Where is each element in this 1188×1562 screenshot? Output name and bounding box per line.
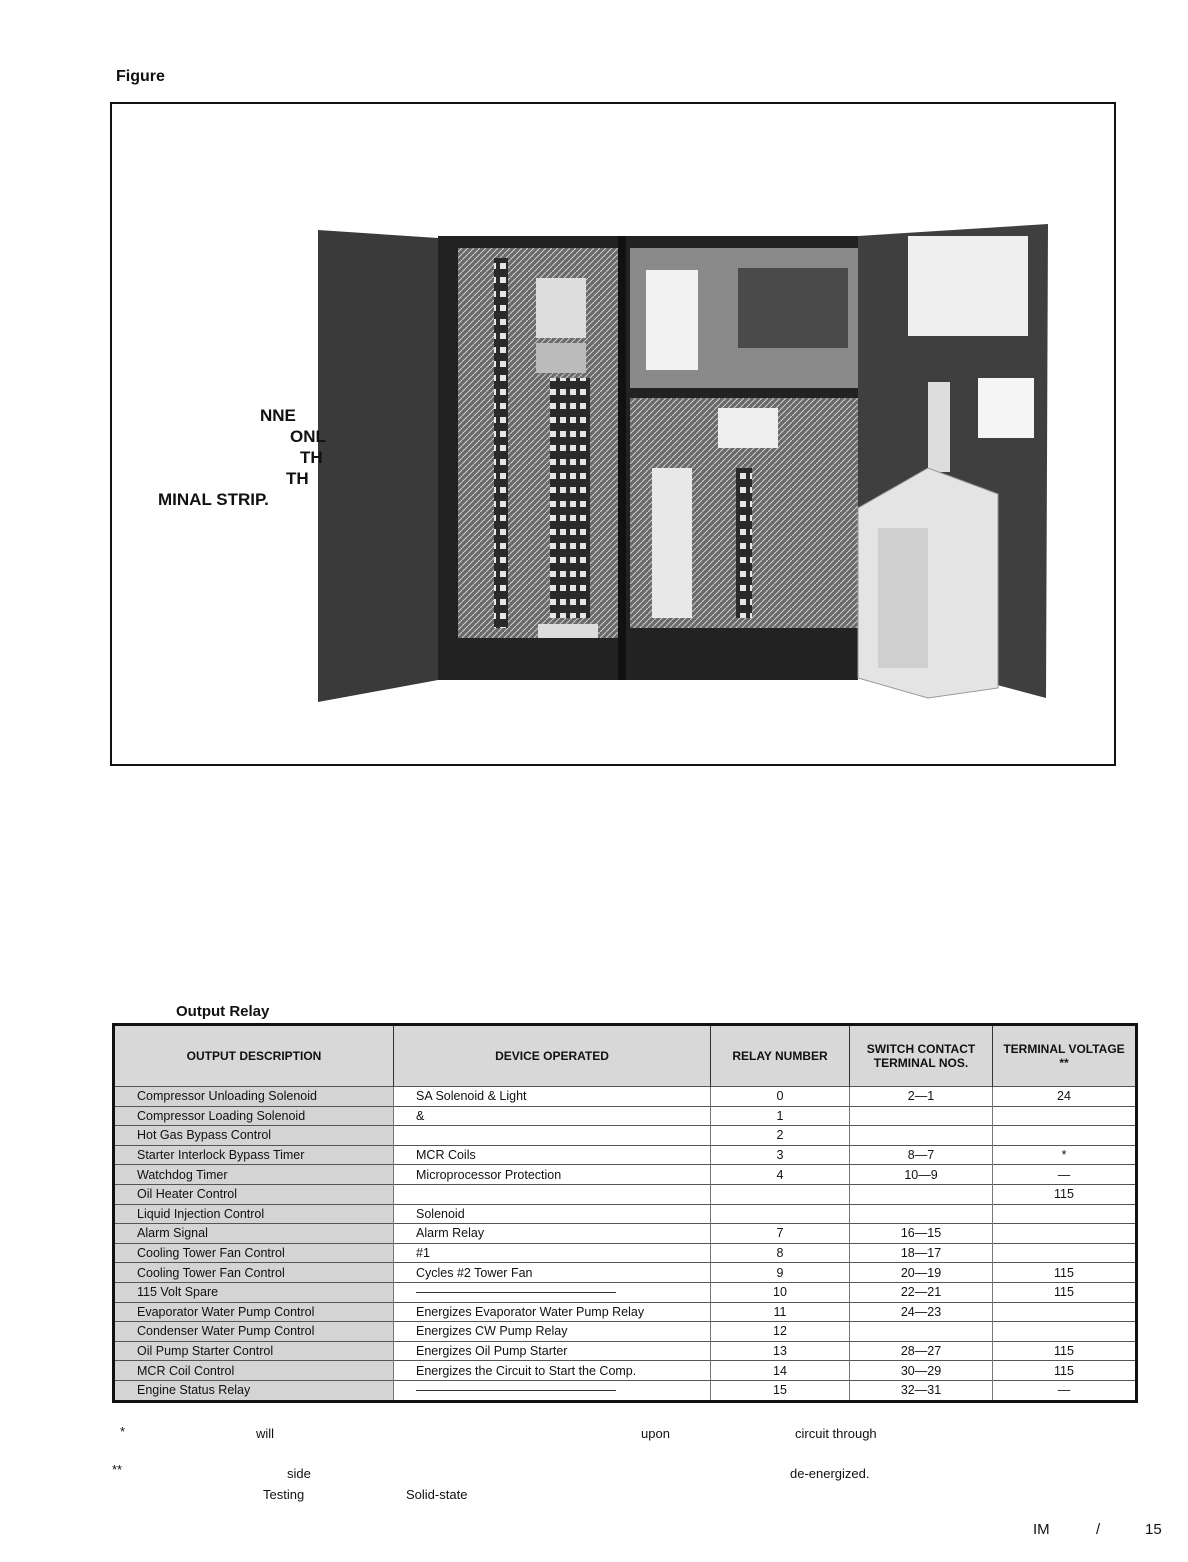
cell-switch-contact [850, 1322, 993, 1342]
cell-switch-contact: 10—9 [850, 1165, 993, 1185]
cell-output-description: Watchdog Timer [114, 1165, 394, 1185]
note-2-text: Testing [263, 1487, 305, 1502]
cell-relay-number: 11 [711, 1302, 850, 1322]
callout-line: MINAL STRIP. [158, 490, 269, 509]
cell-relay-number: 12 [711, 1322, 850, 1342]
cell-output-description: Cooling Tower Fan Control [114, 1243, 394, 1263]
header-terminal-voltage-mark: ** [1059, 1056, 1069, 1070]
note-1-mark: * [120, 1424, 126, 1439]
header-relay-number: RELAY NUMBER [711, 1025, 850, 1087]
cell-terminal-voltage: 115 [993, 1263, 1137, 1283]
cell-relay-number: 9 [711, 1263, 850, 1283]
door-switch [928, 382, 950, 472]
table-row [114, 1204, 1137, 1224]
cell-terminal-voltage: — [993, 1380, 1137, 1401]
cell-switch-contact: 30—29 [850, 1361, 993, 1381]
cell-relay-number: 7 [711, 1224, 850, 1244]
table-row [114, 1145, 1137, 1165]
cell-switch-contact: 32—31 [850, 1380, 993, 1401]
cell-output-description: MCR Coil Control [114, 1361, 394, 1381]
header-switch-contact: SWITCH CONTACT TERMINAL NOS. [850, 1025, 993, 1087]
microprocessor-board [738, 268, 848, 348]
cell-relay-number: 15 [711, 1380, 850, 1401]
table-row [114, 1106, 1137, 1126]
cell-output-description: Hot Gas Bypass Control [114, 1126, 394, 1146]
cell-switch-contact: 22—21 [850, 1282, 993, 1302]
table-row [114, 1243, 1137, 1263]
cell-switch-contact: 8—7 [850, 1145, 993, 1165]
cell-relay-number: 0 [711, 1087, 850, 1107]
table-body [114, 1087, 1137, 1402]
cell-output-description: Oil Heater Control [114, 1184, 394, 1204]
cell-relay-number: 2 [711, 1126, 850, 1146]
cell-device-operated: Microprocessor Protection [394, 1165, 711, 1185]
callout-line: ONL [290, 427, 326, 446]
cell-terminal-voltage [993, 1204, 1137, 1224]
cell-terminal-voltage: — [993, 1165, 1137, 1185]
header-terminal-voltage-label: TERMINAL VOLTAGE [1003, 1042, 1125, 1056]
cell-output-description: Compressor Loading Solenoid [114, 1106, 394, 1126]
cell-switch-contact: 20—19 [850, 1263, 993, 1283]
cell-terminal-voltage [993, 1126, 1137, 1146]
table-row [114, 1302, 1137, 1322]
terminal-strip-right [736, 468, 752, 618]
cell-relay-number: 1 [711, 1106, 850, 1126]
cell-relay-number: 14 [711, 1361, 850, 1381]
control-panel-photo [318, 218, 1058, 708]
relay-block [536, 343, 586, 373]
cell-relay-number: 8 [711, 1243, 850, 1263]
cell-device-operated [394, 1126, 711, 1146]
cell-switch-contact [850, 1184, 993, 1204]
footer-slash: / [1096, 1521, 1101, 1538]
footer-doc-id: IM [1033, 1521, 1050, 1538]
cell-device-operated: Solenoid [394, 1204, 711, 1224]
note-2-text: side [287, 1466, 311, 1481]
cell-output-description: Liquid Injection Control [114, 1204, 394, 1224]
cell-terminal-voltage [993, 1224, 1137, 1244]
cell-relay-number [711, 1204, 850, 1224]
note-1-text: will [256, 1426, 275, 1441]
cell-terminal-voltage [993, 1243, 1137, 1263]
power-supply [646, 270, 698, 370]
left-door [318, 230, 438, 702]
cell-device-operated: Energizes Oil Pump Starter [394, 1341, 711, 1361]
cell-switch-contact [850, 1126, 993, 1146]
note-1-text: upon [641, 1426, 670, 1441]
figure-label: Figure [116, 68, 165, 85]
cell-device-operated: Cycles #2 Tower Fan [394, 1263, 711, 1283]
cell-output-description: Condenser Water Pump Control [114, 1322, 394, 1342]
cell-output-description: Compressor Unloading Solenoid [114, 1087, 394, 1107]
door-label-sheet [908, 236, 1028, 336]
cell-output-description: Cooling Tower Fan Control [114, 1263, 394, 1283]
table-title: Output Relay [176, 1003, 270, 1020]
note-2-mark: ** [112, 1462, 123, 1477]
table-row [114, 1341, 1137, 1361]
cell-device-operated: MCR Coils [394, 1145, 711, 1165]
terminal-label [538, 624, 598, 638]
cell-output-description: Engine Status Relay [114, 1380, 394, 1401]
cell-switch-contact: 2—1 [850, 1087, 993, 1107]
cell-device-operated: SA Solenoid & Light [394, 1087, 711, 1107]
cell-switch-contact: 28—27 [850, 1341, 993, 1361]
note-2-text: Solid-state [406, 1487, 468, 1502]
cell-device-operated: Energizes the Circuit to Start the Comp. [394, 1361, 711, 1381]
cell-relay-number: 10 [711, 1282, 850, 1302]
table-row [114, 1184, 1137, 1204]
header-output-description: OUTPUT DESCRIPTION [114, 1025, 394, 1087]
callout-line: TH [286, 469, 309, 488]
cell-terminal-voltage [993, 1302, 1137, 1322]
table-row [114, 1165, 1137, 1185]
cell-terminal-voltage [993, 1322, 1137, 1342]
cell-relay-number: 4 [711, 1165, 850, 1185]
divider [618, 236, 626, 680]
header-terminal-voltage [993, 1025, 1137, 1087]
terminal-strip-left [494, 258, 508, 628]
cell-device-operated [394, 1184, 711, 1204]
cell-terminal-voltage: 115 [993, 1282, 1137, 1302]
table-row [114, 1263, 1137, 1283]
page-number: 15 [1145, 1521, 1162, 1538]
table-row [114, 1282, 1137, 1302]
cell-terminal-voltage: 115 [993, 1184, 1137, 1204]
cell-output-description: Oil Pump Starter Control [114, 1341, 394, 1361]
cell-switch-contact: 18—17 [850, 1243, 993, 1263]
relay-pair [718, 408, 778, 448]
cell-switch-contact [850, 1106, 993, 1126]
transformer-cover [878, 528, 928, 668]
cell-switch-contact: 24—23 [850, 1302, 993, 1322]
table-row [114, 1087, 1137, 1107]
cell-relay-number: 3 [711, 1145, 850, 1165]
cell-device-operated: ———————————————— [394, 1282, 711, 1302]
header-device-operated: DEVICE OPERATED [394, 1025, 711, 1087]
cell-device-operated: Energizes Evaporator Water Pump Relay [394, 1302, 711, 1322]
table-header-row [114, 1025, 1137, 1087]
cell-device-operated: & [394, 1106, 711, 1126]
cell-output-description: Alarm Signal [114, 1224, 394, 1244]
relay-bank [550, 378, 590, 618]
output-relay-table [112, 1023, 1138, 1403]
cell-output-description: 115 Volt Spare [114, 1282, 394, 1302]
relay-block [536, 278, 586, 338]
cell-terminal-voltage: 24 [993, 1087, 1137, 1107]
relay-stack [652, 468, 692, 618]
warning-label [978, 378, 1034, 438]
cell-device-operated: Alarm Relay [394, 1224, 711, 1244]
table-row [114, 1126, 1137, 1146]
table-row [114, 1224, 1137, 1244]
cell-terminal-voltage: 115 [993, 1361, 1137, 1381]
table-row [114, 1322, 1137, 1342]
table-row [114, 1380, 1137, 1401]
note-1-text: circuit through [795, 1426, 877, 1441]
cell-switch-contact: 16—15 [850, 1224, 993, 1244]
table-row [114, 1361, 1137, 1381]
cell-output-description: Starter Interlock Bypass Timer [114, 1145, 394, 1165]
cell-terminal-voltage: * [993, 1145, 1137, 1165]
cell-relay-number [711, 1184, 850, 1204]
cell-terminal-voltage: 115 [993, 1341, 1137, 1361]
cell-device-operated: #1 [394, 1243, 711, 1263]
callout-line: TH [300, 448, 323, 467]
cell-terminal-voltage [993, 1106, 1137, 1126]
cell-output-description: Evaporator Water Pump Control [114, 1302, 394, 1322]
cell-switch-contact [850, 1204, 993, 1224]
cell-device-operated: ———————————————— [394, 1380, 711, 1401]
note-2-text: de-energized. [790, 1466, 870, 1481]
cell-device-operated: Energizes CW Pump Relay [394, 1322, 711, 1342]
cell-relay-number: 13 [711, 1341, 850, 1361]
callout-line: NNE [260, 406, 296, 425]
